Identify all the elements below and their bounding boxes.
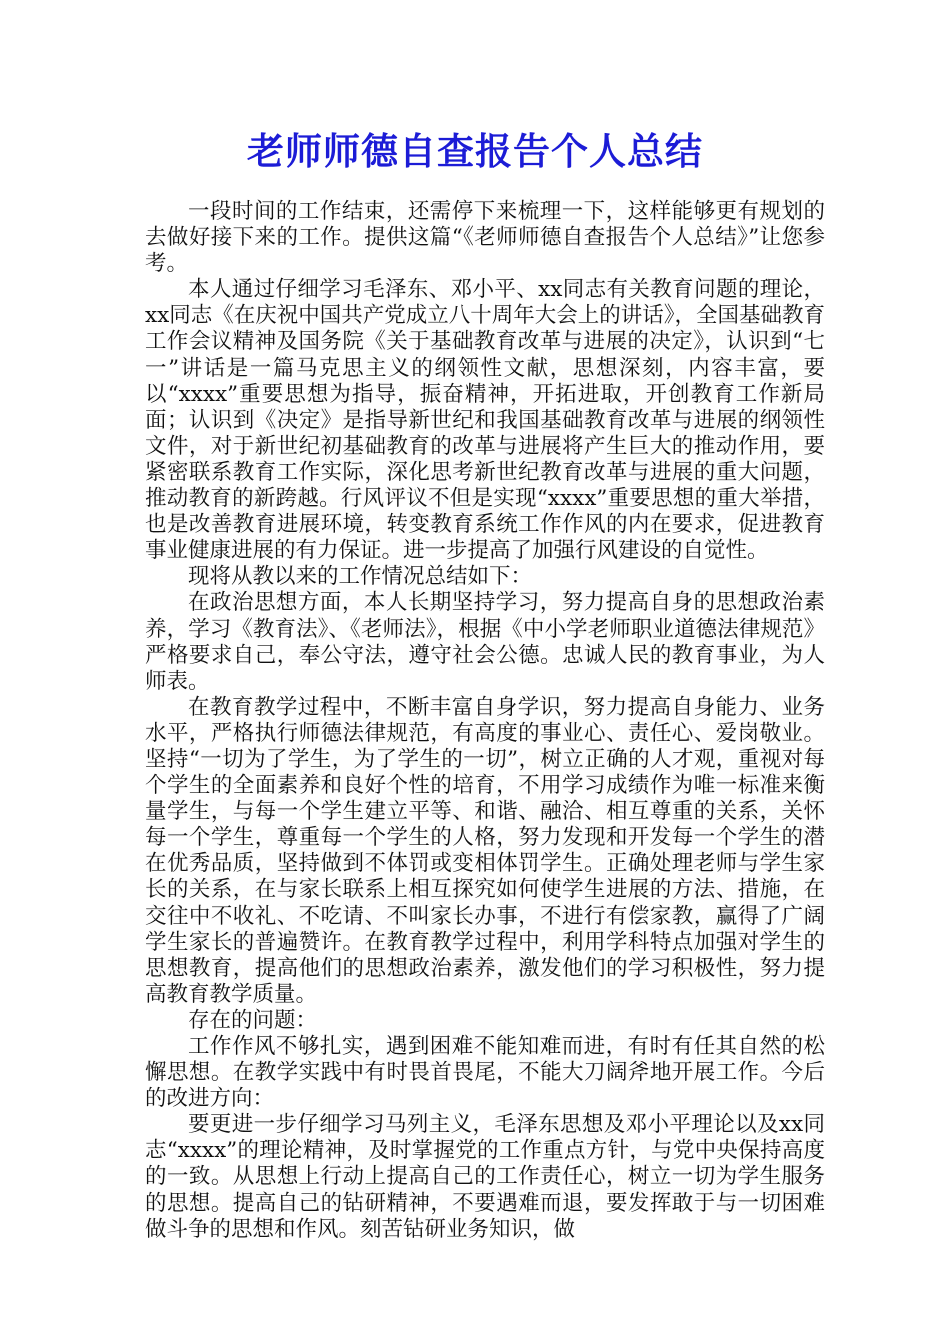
paragraph-improvement: 要更进一步仔细学习马列主义，毛泽东思想及邓小平理论以及xx同志“xxxx”的理论精神，及时掌握党的工作重点方针，与党中央保持高度的一致。从思想上行动上提高自己的工作责任心，树立一切为学生服务的思想。提高自己的钻研精神，不要遇难而退，要发挥敢于与一切困难做斗争的思想和作风。刻苦钻研业务知识，做 [145, 1112, 825, 1242]
paragraph-teaching: 在教育教学过程中，不断丰富自身学识，努力提高自身能力、业务水平，严格执行师德法律规范，有高度的事业心、责任心、爱岗敬业。坚持“一切为了学生，为了学生的一切”，树立正确的人才观，重视对每个学生的全面素养和良好个性的培育，不用学习成绩作为唯一标准来衡量学生，与每一个学生建立平等、和谐、融洽、相互尊重的关系，关怀每一个学生，尊重每一个学生的人格，努力发现和开发每一个学生的潜在优秀品质，坚持做到不体罚或变相体罚学生。正确处理老师与学生家长的关系，在与家长联系上相互探究如何使学生进展的方法、措施，在交往中不收礼、不吃请、不叫家长办事，不进行有偿家教，赢得了广阔学生家长的普遍赞许。在教育教学过程中，利用学科特点加强对学生的思想教育，提高他们的思想政治素养，激发他们的学习积极性，努力提高教育教学质量。 [145, 694, 825, 1007]
paragraph-problems-heading: 存在的问题： [188, 1007, 318, 1033]
paragraph-summary-lead: 现将从教以来的工作情况总结如下： [188, 564, 533, 590]
document-body [145, 199, 825, 1243]
paragraph-political: 在政治思想方面，本人长期坚持学习，努力提高自身的思想政治素养，学习《教育法》、《老师法》，根据《中小学老师职业道德法律规范》严格要求自己，奉公守法，遵守社会公德。忠诚人民的教育事业，为人师表。 [145, 590, 825, 694]
paragraph-intro: 一段时间的工作结束，还需停下来梳理一下，这样能够更有规划的去做好接下来的工作。提供这篇“《老师师德自查报告个人总结》”让您参考。 [145, 199, 825, 277]
document-title: 老师师德自查报告个人总结 [247, 130, 703, 173]
paragraph-problems: 工作作风不够扎实，遇到困难不能知难而进，有时有任其自然的松懈思想。在教学实践中有时畏首畏尾，不能大刀阔斧地开展工作。今后的改进方向： [145, 1034, 825, 1112]
paragraph-study: 本人通过仔细学习毛泽东、邓小平、xx同志有关教育问题的理论，xx同志《在庆祝中国共产党成立八十周年大会上的讲话》，全国基础教育工作会议精神及国务院《关于基础教育改革与进展的决定》，认识到“七一”讲话是一篇马克思主义的纲领性文献，思想深刻，内容丰富，要以“xxxx”重要思想为指导，振奋精神，开拓进取，开创教育工作新局面；认识到《决定》是指导新世纪和我国基础教育改革与进展的纲领性文件，对于新世纪初基础教育的改革与进展将产生巨大的推动作用，要紧密联系教育工作实际，深化思考新世纪教育改革与进展的重大问题，推动教育的新跨越。行风评议不但是实现“xxxx”重要思想的重大举措，也是改善教育进展环境，转变教育系统工作作风的内在要求，促进教育事业健康进展的有力保证。进一步提高了加强行风建设的自觉性。 [145, 277, 826, 564]
